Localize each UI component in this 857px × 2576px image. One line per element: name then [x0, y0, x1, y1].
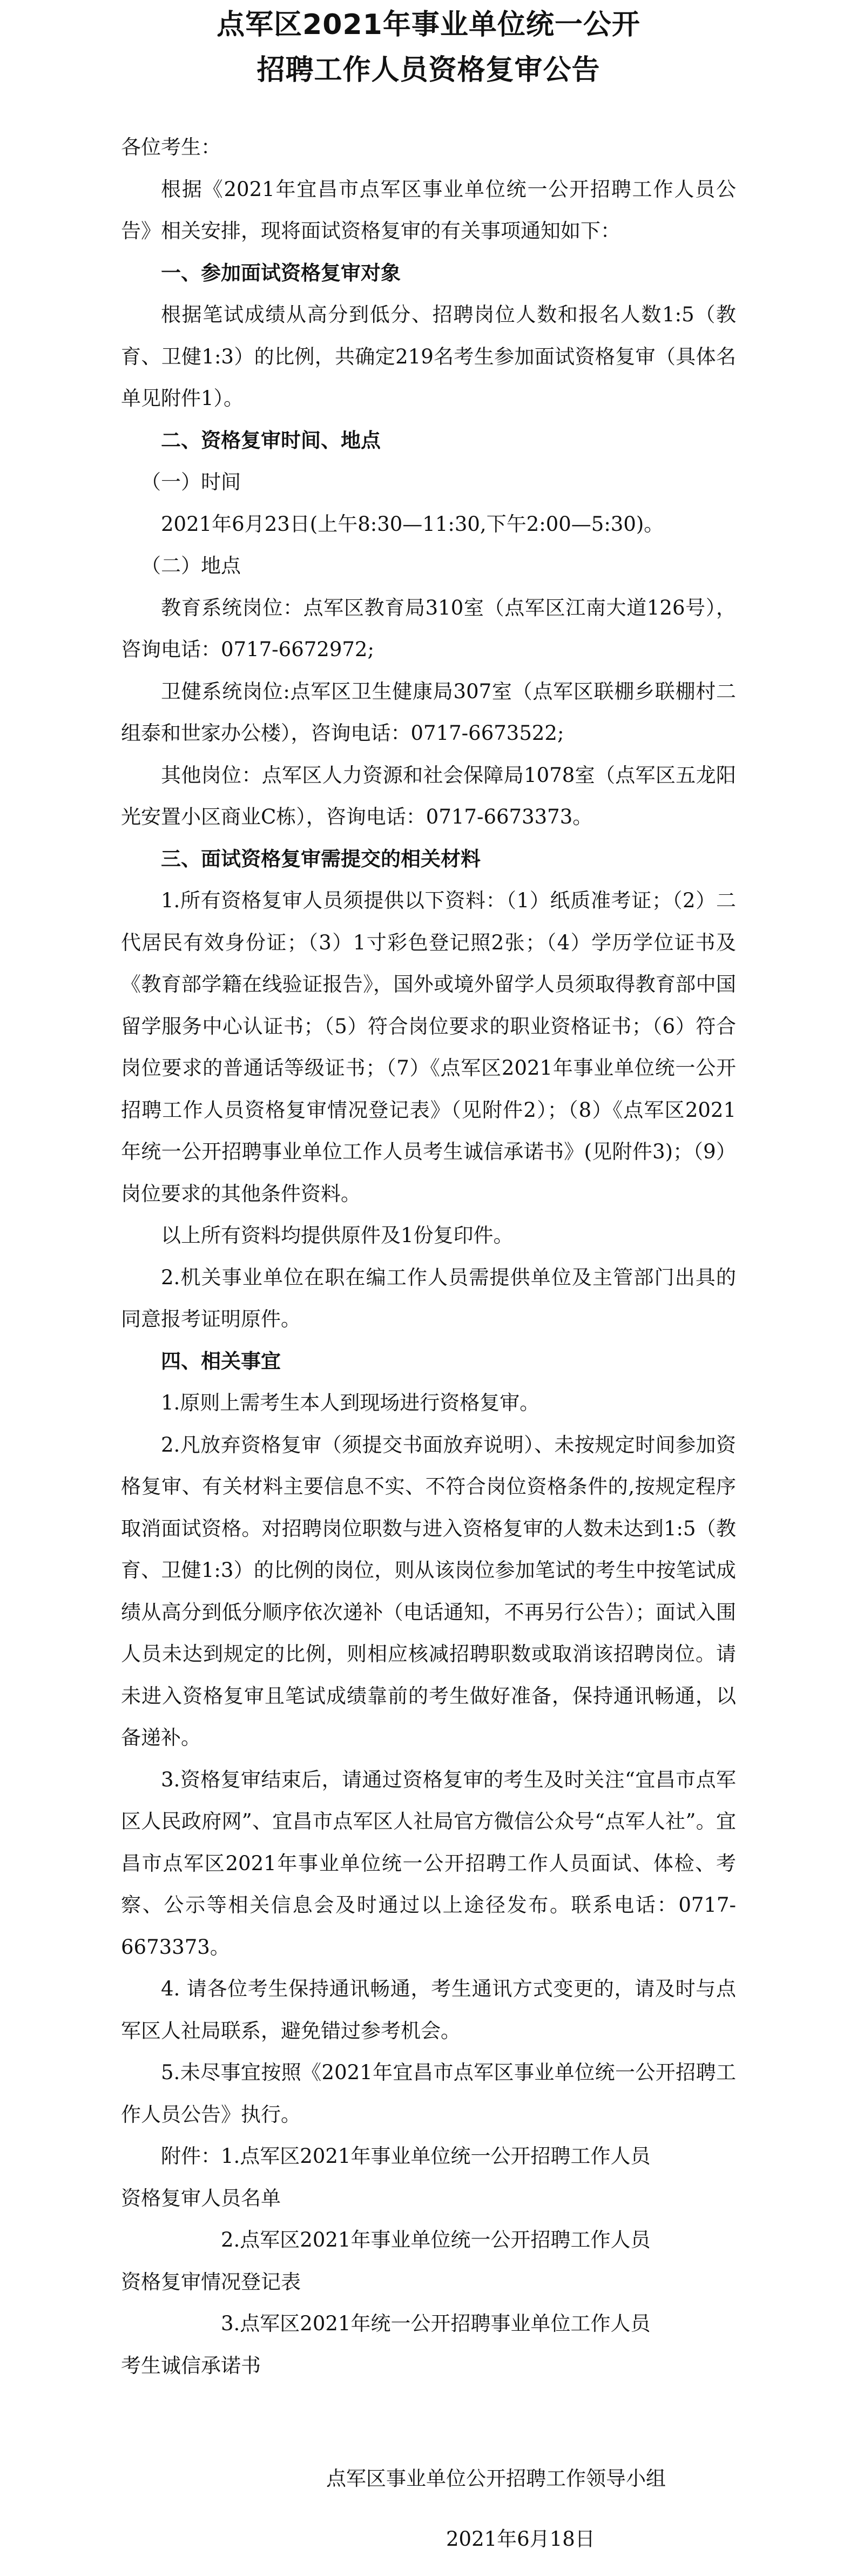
- attachment-2-line-2: 资格复审情况登记表: [121, 2270, 301, 2294]
- title-line-1: 点军区2021年事业单位统一公开: [217, 9, 640, 41]
- intro-paragraph: 根据《2021年宜昌市点军区事业单位统一公开招聘工作人员公告》相关安排，现将面试资格复审的有关事项通知如下：: [121, 177, 736, 242]
- section-1-heading: 一、参加面试资格复审对象: [161, 261, 401, 285]
- section-4-heading: 四、相关事宜: [161, 1349, 281, 1373]
- section-3-paragraph-2: 以上所有资料均提供原件及1份复印件。: [161, 1224, 514, 1247]
- section-2-time-text: 2021年6月23日(上午8:30—11:30,下午2:00—5:30)。: [161, 512, 664, 536]
- signature-date: 2021年6月18日: [446, 2527, 595, 2551]
- document-body: [121, 126, 736, 2386]
- section-4-paragraph-4: 4. 请各位考生保持通讯畅通，考生通讯方式变更的，请及时与点军区人社局联系，避免错过参考机会。: [121, 1977, 736, 2042]
- section-4-paragraph-1: 1.原则上需考生本人到现场进行资格复审。: [161, 1391, 540, 1414]
- section-4-paragraph-5: 5.未尽事宜按照《2021年宜昌市点军区事业单位统一公开招聘工作人员公告》执行。: [121, 2061, 736, 2126]
- section-2-time-label: （一）时间: [141, 470, 241, 494]
- document-title: [89, 2, 768, 93]
- section-1-paragraph: 根据笔试成绩从高分到低分、招聘岗位人数和报名人数1:5（教育、卫健1:3）的比例，共确定219名考生参加面试资格复审（具体名单见附件1）。: [121, 303, 736, 410]
- section-2-place-health: 卫健系统岗位:点军区卫生健康局307室（点军区联棚乡联棚村二组泰和世家办公楼），咨询电话：0717-6673522;: [121, 679, 736, 745]
- attachment-1-line-1: 附件：1.点军区2021年事业单位统一公开招聘工作人员: [161, 2145, 651, 2168]
- section-3-heading: 三、面试资格复审需提交的相关材料: [161, 847, 481, 871]
- section-2-place-other: 其他岗位：点军区人力资源和社会保障局1078室（点军区五龙阳光安置小区商业C栋），咨询电话：0717-6673373。: [121, 763, 736, 828]
- section-3-paragraph-1: 1.所有资格复审人员须提供以下资料：（1）纸质准考证；（2）二代居民有效身份证；（3）1寸彩色登记照2张；（4）学历学位证书及《教育部学籍在线验证报告》，国外或境外留学人员须取得教育部中国留学服务中心认证书；（5）符合岗位要求的职业资格证书；（6）符合岗位要求的普通话等级证书；（7）《点军区2021年事业单位统一公开招聘工作人员资格复审情况登记表》（见附件2）；（8）《点军区2021年统一公开招聘事业单位工作人员考生诚信承诺书》(见附件3)；（9）岗位要求的其他条件资料。: [121, 889, 736, 1205]
- attachment-2-line-1: 2.点军区2021年事业单位统一公开招聘工作人员: [221, 2228, 651, 2251]
- section-2-place-label: （二）地点: [141, 554, 241, 577]
- attachment-3-line-1: 3.点军区2021年统一公开招聘事业单位工作人员: [221, 2312, 651, 2335]
- section-4-paragraph-3: 3.资格复审结束后，请通过资格复审的考生及时关注“宜昌市点军区人民政府网”、宜昌市点军区人社局官方微信公众号“点军人社”。宜昌市点军区2021年事业单位统一公开招聘工作人员面试、体检、考察、公示等相关信息会及时通过以上途径发布。联系电话：0717-6673373。: [121, 1768, 736, 1959]
- title-line-2: 招聘工作人员资格复审公告: [257, 54, 600, 86]
- salutation: 各位考生：: [121, 136, 221, 159]
- attachment-1-line-2: 资格复审人员名单: [121, 2186, 281, 2210]
- section-2-place-education: 教育系统岗位：点军区教育局310室（点军区江南大道126号），咨询电话：0717-6672972;: [121, 596, 736, 661]
- section-4-paragraph-2: 2.凡放弃资格复审（须提交书面放弃说明）、未按规定时间参加资格复审、有关材料主要信息不实、不符合岗位资格条件的,按规定程序取消面试资格。对招聘岗位职数与进入资格复审的人数未达到1:5（教育、卫健1:3）的比例的岗位，则从该岗位参加笔试的考生中按笔试成绩从高分到低分顺序依次递补（电话通知，不再另行公告）；面试入围人员未达到规定的比例，则相应核减招聘职数或取消该招聘岗位。请未进入资格复审且笔试成绩靠前的考生做好准备，保持通讯畅通，以备递补。: [121, 1433, 736, 1749]
- section-3-paragraph-3: 2.机关事业单位在职在编工作人员需提供单位及主管部门出具的同意报考证明原件。: [121, 1265, 736, 1331]
- attachment-3-line-2: 考生诚信承诺书: [121, 2354, 261, 2377]
- signature-organization: 点军区事业单位公开招聘工作领导小组: [326, 2467, 666, 2490]
- section-2-heading: 二、资格复审时间、地点: [161, 428, 381, 452]
